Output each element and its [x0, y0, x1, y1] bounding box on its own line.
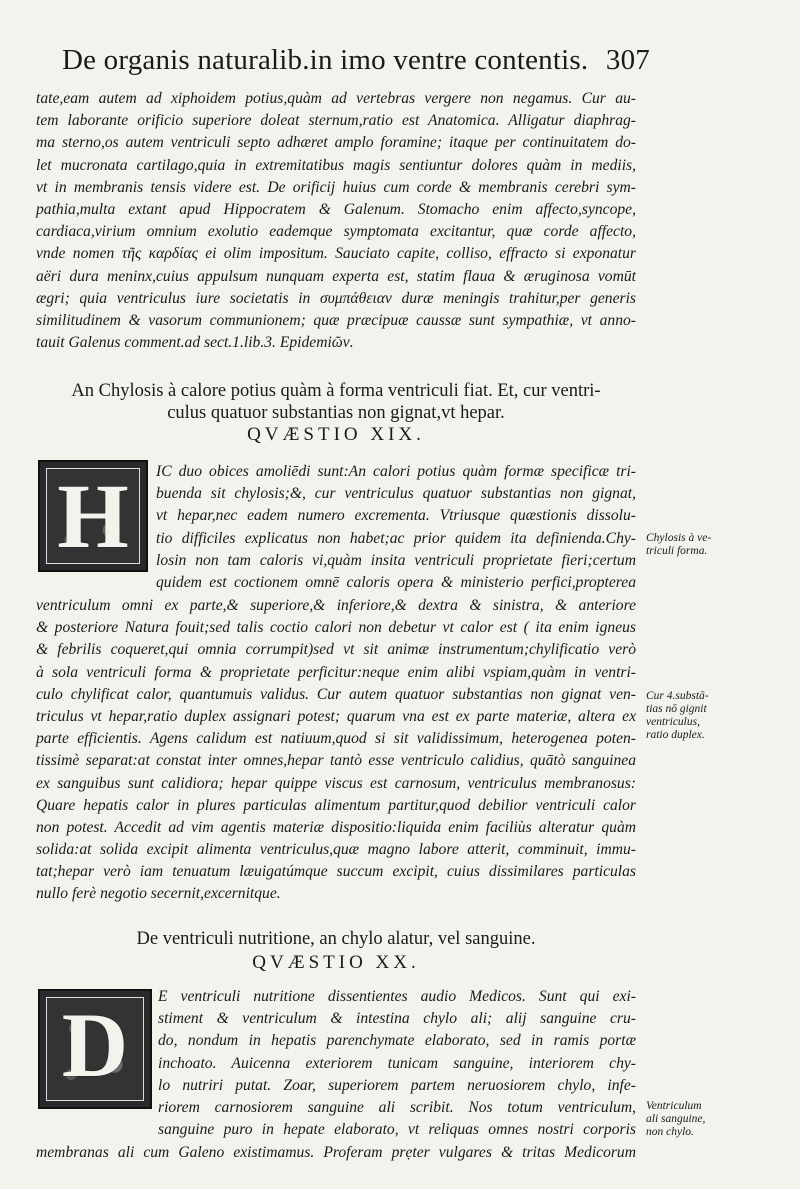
question-20-label: QVÆSTIO XX. — [252, 952, 420, 973]
text-line: vt hepar,nec eadem numero excrementa. Vtriusque quæstionis dissolu- — [156, 507, 636, 525]
text-line: quidem est coctionem omnē caloris opera & ministerio perfici,propterea — [156, 573, 636, 591]
margin-note-line: Cur 4.substā- — [646, 690, 709, 702]
margin-note-line: tias nō gignit — [646, 703, 707, 715]
initial-letter: H — [57, 465, 129, 567]
margin-note-chylosis — [646, 532, 776, 558]
text-line: ventriculum omni ex parte,& superiore,& inferiore,& dextra & sinistra, & anteriore — [36, 597, 636, 614]
text-line: buenda sit chylosis;&, cur ventriculus quatuor substantias non gignat, — [156, 485, 636, 503]
text-line: tat;hepar verò iam tenuatum læuigatúmque succum excipit, cuius dissimilares particulas — [36, 863, 636, 881]
text-line: & posteriore Natura fouit;sed talis coctio calori non debetur vt calor est ( ita enim igneus — [36, 619, 636, 637]
text-line: parte efficientis. Agens calidum est natiuum,quod si sit validissimum, heterogenea poten- — [36, 730, 636, 748]
text-line: tio difficiles explicatus non habet;ac prior quidem ita definienda.Chy- — [156, 529, 636, 547]
question-20-title: De ventriculi nutritione, an chylo alatur, vel sanguine. — [136, 929, 536, 949]
margin-note-ventriculum — [646, 1100, 776, 1139]
text-line: culo chylificat calor, quantumuis validus. Cur autem quatuor substantias non gignat ven- — [36, 685, 636, 703]
question-19-title-line-2: culus quatuor substantias non gignat,vt hepar. — [167, 403, 505, 423]
text-line: ex sanguibus sunt calidiora; hepar quippe viscus est carnosum, ventriculus membranosus: — [36, 774, 636, 792]
text-line: vnde nomen τῆς καρδίας ei olim impositum. Sauciato capite, colliso, effracto si exponatur — [36, 245, 636, 263]
running-head — [62, 44, 650, 77]
text-line: tate,eam autem ad xiphoidem potius,quàm ad vertebras vergere non negamus. Cur au- — [36, 90, 636, 107]
text-line: aëri dura meninx,cuius appulsum nunquam experta est, statim flaua & æruginosa vomūt — [36, 267, 636, 285]
question-19-intro-lines — [156, 461, 636, 594]
margin-note-line: ratio duplex. — [646, 729, 705, 741]
question-19-body — [36, 595, 636, 906]
text-line: vt in membranis tensis videre est. De orificij huius cum corde & membranis cerebri sym- — [36, 178, 636, 196]
text-line: let mucronata cartilago,quia in extremitatibus magis sentiuntur dolores quàm in mediis, — [36, 156, 636, 174]
margin-note-line: triculi forma. — [646, 545, 708, 557]
question-20-intro-lines — [158, 986, 636, 1141]
decorated-initial-h — [38, 460, 148, 572]
decorated-initial-d — [38, 989, 152, 1109]
text-line: E ventriculi nutritione dissentientes audio Medicos. Sunt qui exi- — [158, 988, 636, 1005]
text-line: triculus vt hepar,ratio duplex assignari potest; quarum vna est ex parte materiæ, altera ex — [36, 707, 636, 725]
initial-letter: D — [61, 994, 129, 1096]
text-line: do, nondum in hepatis parenchymate elaborato, sed in ramis portæ — [158, 1032, 636, 1050]
text-line: membranas ali cum Galeno existimamus. Proferam prẹter vulgares & tritas Medicorum — [36, 1144, 636, 1161]
text-line: ma sterno,os autem ventriculi septo adhæret amplo foramine; itaque per continuitatem do- — [36, 134, 636, 152]
text-line: nullo ferè negotio secernit,excernitque. — [36, 885, 281, 903]
margin-note-line: ventriculus, — [646, 716, 700, 728]
text-line: tem laborante orificio superiore doleat sternum,ratio est Anatomica. Alligatur diaphrag- — [36, 112, 636, 130]
margin-note-line: Chylosis à ve- — [646, 532, 712, 544]
question-19-label: QVÆSTIO XIX. — [247, 424, 425, 445]
text-line: riorem carnosiorem sanguine ali scribit. Nos totum ventriculum, — [158, 1098, 636, 1116]
text-line: cardiaca,virium omnium exolutio eademque symptomata excitantur, quæ corde affecto, — [36, 223, 636, 241]
text-line: IC duo obices amoliēdi sunt:An calori potius quàm formæ specificæ tri- — [156, 463, 636, 480]
paragraph-continuation — [36, 88, 636, 354]
margin-note-substantias — [646, 690, 776, 742]
question-20-body — [36, 1142, 636, 1164]
text-line: inchoato. Auicenna exteriorem tunicam sanguine, interiorem chy- — [158, 1054, 636, 1072]
page-number: 307 — [605, 44, 650, 76]
question-19-title-line-1: An Chylosis à calore potius quàm à forma ventriculi fiat. Et, cur ventri- — [71, 381, 601, 401]
text-line: solida:at solida excipit alimenta ventriculus,quæ magno labore atterit, comminuit, immu- — [36, 841, 636, 859]
text-line: tauit Galenus comment.ad sect.1.lib.3. Epidemiῶν. — [36, 334, 354, 352]
text-line: losin non tam caloris vi,quàm insita ventriculi proprietate fieri;certum — [156, 551, 636, 569]
text-line: similitudinem & vasorum communionem; quæ præcipuæ caussæ sunt sympathiæ, vt anno- — [36, 311, 636, 329]
margin-note-line: Ventriculum — [646, 1100, 702, 1112]
text-line: ægri; quia ventriculus iure societatis in συμπάθειαν duræ meningis trahitur,per generis — [36, 289, 636, 307]
margin-note-line: ali sanguine, — [646, 1113, 706, 1125]
running-head-title: De organis naturalib.in imo ventre contentis. — [62, 44, 589, 76]
text-line: stiment & ventriculum & intestina chylo ali; alij sanguine cru- — [158, 1010, 636, 1028]
text-line: lo nutriri putat. Zoar, superiorem partem neruosiorem chylo, infe- — [158, 1076, 636, 1094]
text-line: & febrilis coqueret,qui omnia corrumpit)sed vt sit animæ instrumentum;chylificatio verò — [36, 641, 636, 659]
text-line: pathia,multa extant apud Hippocratem & Galenum. Stomacho enim affecto,syncope, — [36, 200, 636, 218]
text-line: non potest. Accedit ad vim agentis materiæ dispositio:liquida enim faciliùs alteratur quàm — [36, 818, 636, 836]
text-line: tissimè separat:at constat inter omnes,hepar tantò esse ventriculo calidius, quātò sanguinea — [36, 752, 636, 770]
text-line: Quare hepatis calor in plures particulas alimentum partitur,quod debilior ventriculi calor — [36, 796, 636, 814]
text-line: sanguine puro in hepate elaborato, vt reliquas omnes nostri corporis — [158, 1121, 636, 1139]
text-line: à sola ventriculi forma & proprietate perficitur:neque enim alibi vspiam,quàm in ventri- — [36, 663, 636, 681]
margin-note-line: non chylo. — [646, 1126, 694, 1138]
